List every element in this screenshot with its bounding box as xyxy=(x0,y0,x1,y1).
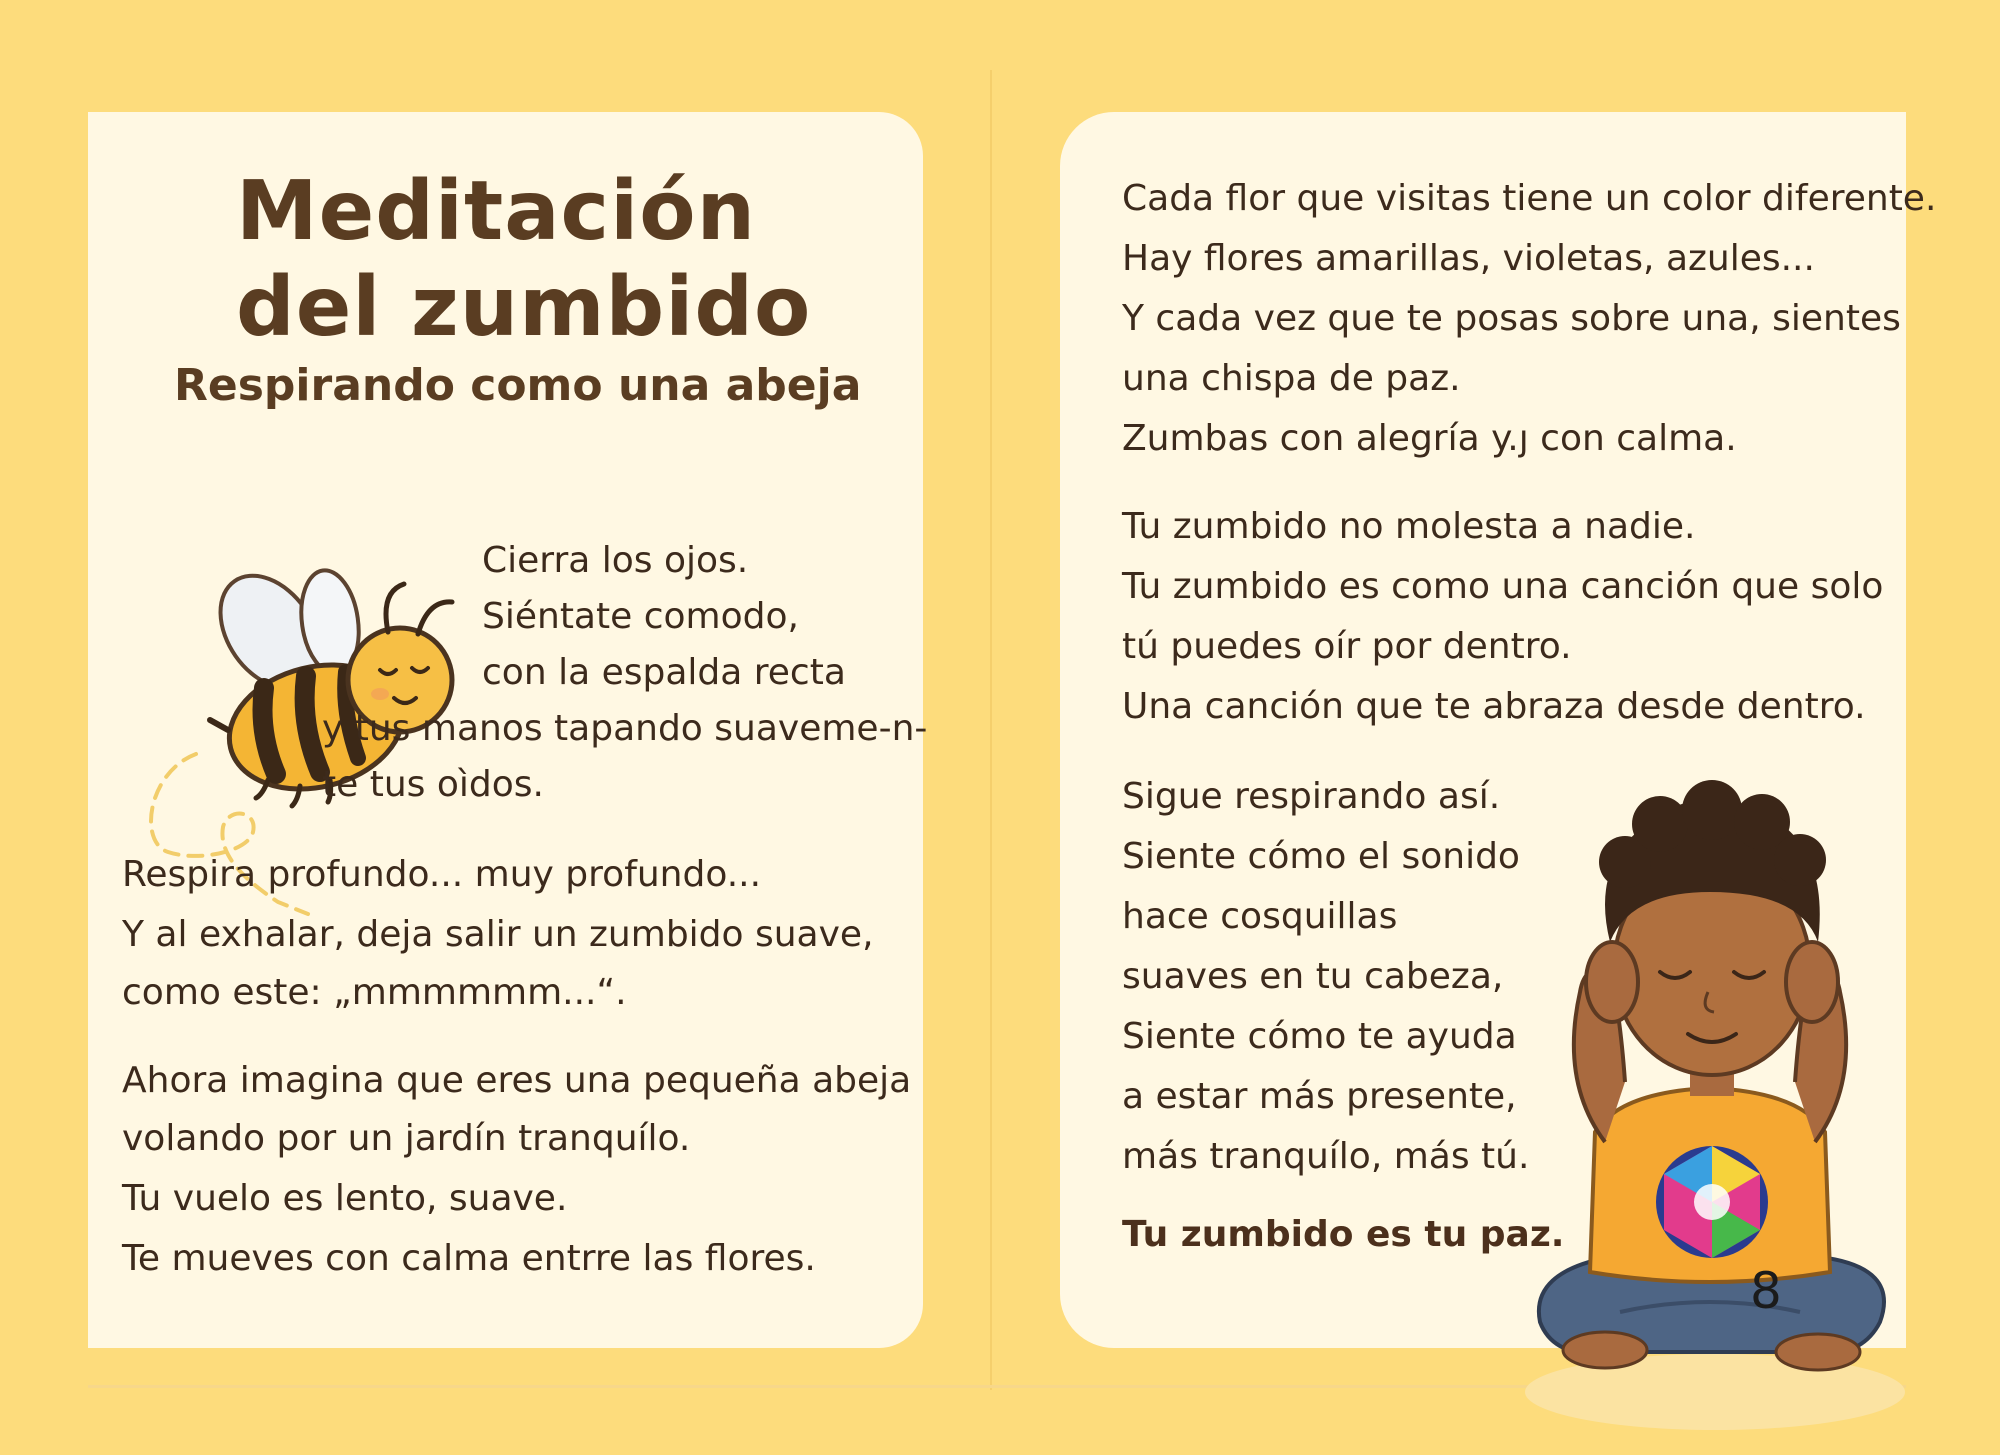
buzz-line-2: Tu zumbido es como una canción que solo xyxy=(1122,566,1884,607)
page-subtitle: Respirando como una abeja xyxy=(174,360,862,411)
title-line-1: Meditación xyxy=(236,164,756,259)
imagine-line-1: Ahora imagina que eres una pequeña abeja xyxy=(122,1060,912,1101)
continue-line-6: a estar más presente, xyxy=(1122,1076,1517,1117)
title-line-2: del zumbido xyxy=(236,260,812,355)
flowers-line-5: Zumbas con alegría y.ȷ con calma. xyxy=(1122,418,1737,459)
imagine-line-2: volando por un jardín tranquílo. xyxy=(122,1118,691,1159)
imagine-line-3: Tu vuelo es lento, suave. xyxy=(122,1178,568,1219)
book-spine xyxy=(990,70,992,1390)
intro-line-4: y tus manos tapando suaveme-n- xyxy=(322,708,928,749)
buzz-line-1: Tu zumbido no molesta a nadie. xyxy=(1122,506,1696,547)
continue-line-7: más tranquílo, más tú. xyxy=(1122,1136,1530,1177)
intro-line-5: te tus oìdos. xyxy=(322,764,544,805)
left-page xyxy=(88,112,928,1348)
flowers-line-1: Cada flor que visitas tiene un color diferente. xyxy=(1122,178,1937,219)
breathe-line-1: Respira profundo... muy profundo... xyxy=(122,854,762,895)
flowers-line-4: una chispa de paz. xyxy=(1122,358,1461,399)
flowers-line-3: Y cada vez que te posas sobre una, sientes xyxy=(1122,298,1901,339)
breathe-line-2: Y al exhalar, deja salir un zumbido suave, xyxy=(122,914,874,955)
continue-line-3: hace cosquillas xyxy=(1122,896,1398,937)
imagine-line-4: Te mueves con calma entrre las flores. xyxy=(122,1238,816,1279)
closing-line: Tu zumbido es tu paz. xyxy=(1122,1214,1565,1255)
continue-line-2: Siente cómo el sonido xyxy=(1122,836,1520,877)
right-page xyxy=(1060,112,1937,1348)
buzz-line-4: Una canción que te abraza desde dentro. xyxy=(1122,686,1866,727)
meditating-child-icon xyxy=(1500,752,1910,1442)
page-title xyxy=(236,164,811,356)
intro-line-1: Cierra los ojos. xyxy=(482,540,749,581)
buzz-line-3: tú puedes oír por dentro. xyxy=(1122,626,1572,667)
continue-line-1: Sigue respirando así. xyxy=(1122,776,1501,817)
flowers-line-2: Hay flores amarillas, violetas, azules... xyxy=(1122,238,1815,279)
continue-line-4: suaves en tu cabeza, xyxy=(1122,956,1504,997)
breathe-line-3: como este: „mmmmmm...“. xyxy=(122,972,627,1013)
intro-line-2: Siéntate comodo, xyxy=(482,596,799,637)
page-number: 8 xyxy=(1750,1262,1782,1320)
continue-line-5: Siente cómo te ayuda xyxy=(1122,1016,1517,1057)
intro-line-3: con la espalda recta xyxy=(482,652,846,693)
